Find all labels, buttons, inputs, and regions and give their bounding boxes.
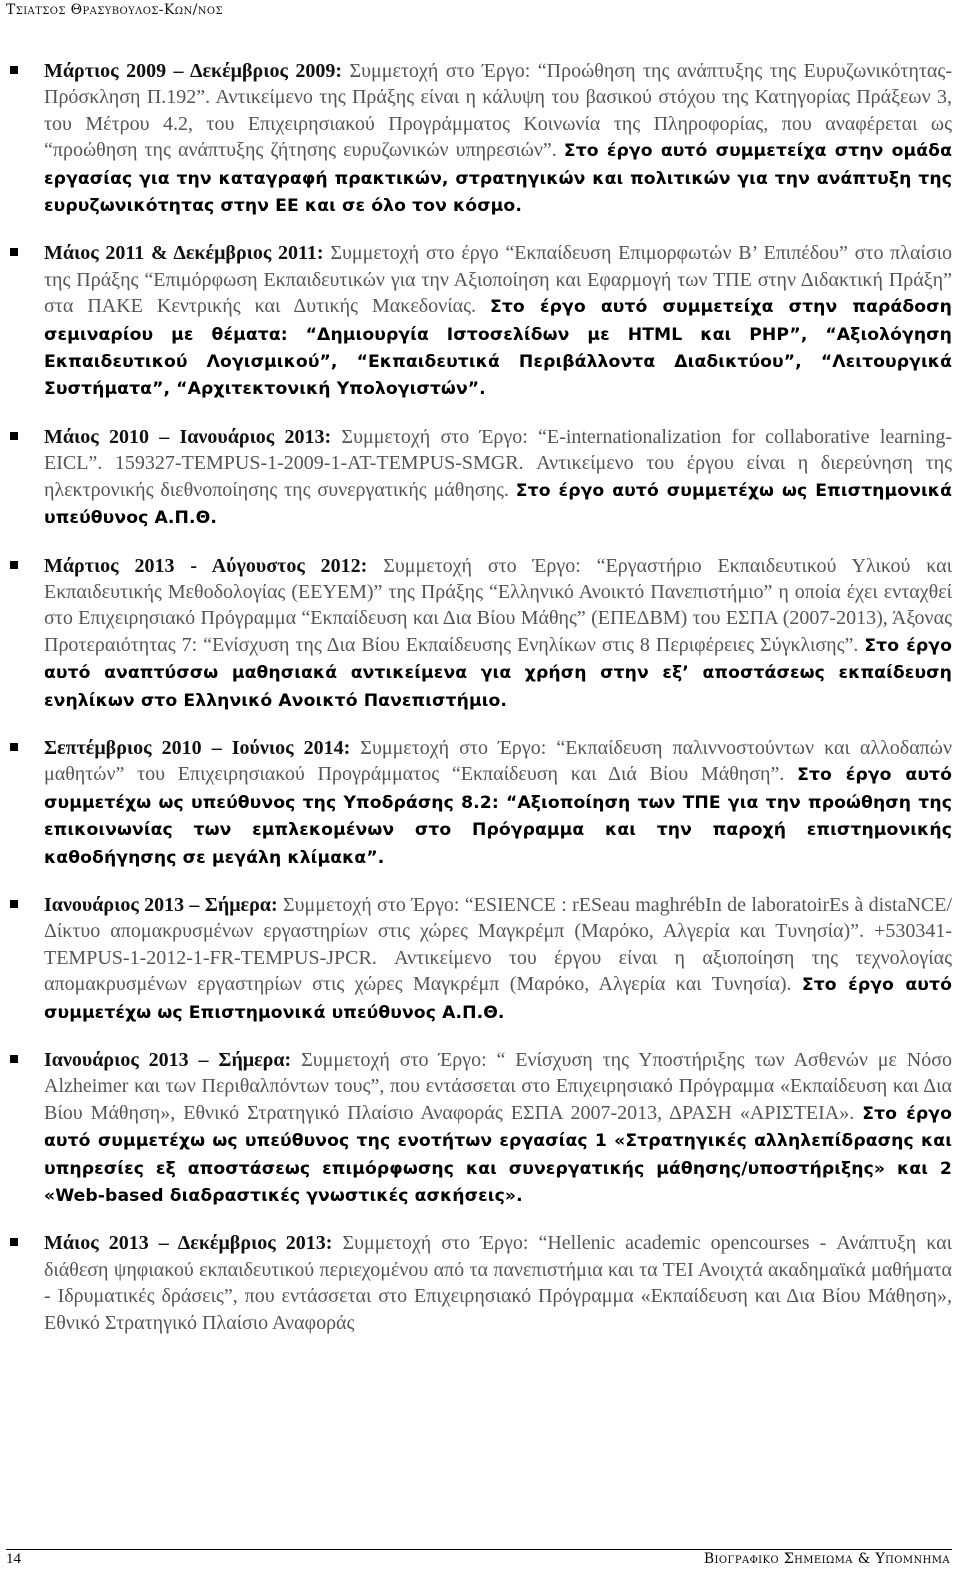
entry-date: Ιανουάριος 2013 – Σήμερα: — [44, 893, 278, 916]
list-item — [0, 553, 960, 714]
entry-role: Στο έργο αυτό συμμετέχω ως υπεύθυνος της Υποδράσης 8.2: “Αξιοποίηση των ΤΠΕ για την προώθηση της επικοινωνίας των εμπλεκομένων στο Πρόγραμμα και την παροχή επιστημονικής καθοδήγησης σε μεγάλη κλίμακα”. — [44, 765, 953, 868]
entry-date: Σεπτέμβριος 2010 – Ιούνιος 2014: — [44, 736, 351, 759]
entry-date: Ιανουάριος 2013 – Σήμερα: — [44, 1049, 292, 1071]
footer-title: Βιογραφικο Σημειωμα & Υπομνημα — [703, 1551, 950, 1567]
running-header: Τσιατσος Θρασυβουλος-Κων/νος — [6, 2, 223, 18]
entry-description: Συμμετοχή στο Έργο: “ Ενίσχυση της Υποστήριξης των Ασθενών με Νόσο Alzheimer και των Περιθαλπόντων τους”, που εντάσσεται στο Επιχειρησιακό Πρόγραμμα «Εκπαίδευση και Δια Βίου Μάθηση», Εθνικό Στρατηγικό Πλαίσιο Αναφοράς ΕΣΠΑ 2007-2013, ΔΡΑΣΗ «ΑΡΙΣΤΕΙΑ». — [44, 1049, 952, 1124]
list-item — [0, 424, 960, 532]
entry-description: Συμμετοχή στο έργο “Εκπαίδευση Επιμορφωτών Β’ Επιπέδου” στο πλαίσιο της Πράξης “Επιμόρφωση Εκπαιδευτικών για την Αξιοποίηση και Εφαρμογή των ΤΠΕ στην Διδακτική Πράξη” στα ΠΑΚΕ Κεντρικής και Δυτικής Μακεδονίας. — [44, 242, 952, 318]
entry-description: Συμμετοχή στο Έργο: “Εργαστήριο Εκπαιδευτικού Υλικού και Εκπαιδευτικής Μεθοδολογίας (ΕΕΥΕΜ)” της Πράξης “Ελληνικό Ανοικτό Πανεπιστήμιο” η οποία έχει ενταχθεί στο Επιχειρησιακό Πρόγραμμα “Εκπαίδευση και Δια Βίου Μάθης” (ΕΠΕΔΒΜ) του ΕΣΠΑ (2007-2013), Άξονας Προτεραιότητας 7: “Ενίσχυση της Δια Βίου Εκπαίδευσης Ενηλίκων στις 8 Περιφέρειες Σύγκλισης”. — [44, 554, 952, 656]
entry-role: Στο έργο αυτό συμμετέχω ως υπεύθυνος της ενοτήτων εργασίας 1 «Στρατηγικές αλληλεπίδρασης και υπηρεσίες εξ αποστάσεως επιμόρφωσης και συνεργατικής μάθησης/υποστήριξης» και 2 «Web-based διαδραστικές γνωστικές ασκήσεις». — [44, 1103, 952, 1207]
square-bullet-icon — [10, 66, 18, 74]
entry-date: Μάιος 2010 – Ιανουάριος 2013: — [44, 425, 332, 448]
entry-description: Συμμετοχή στο Έργο: “E-internationalization for collaborative learning-EICL”. 159327-TEMPUS-1-2009-1-AT-TEMPUS-SMGR. Αντικείμενο του έργου είναι η διερεύνηση της ηλεκτρονικής διεθνοποίησης της συνεργατικής μάθησης. — [44, 425, 953, 501]
square-bullet-icon — [10, 743, 18, 751]
entry-role: Στο έργο αυτό συμμετείχα στην παράδοση σεμιναρίου με θέματα: “Δημιουργία Ιστοσελίδων με HTML και PHP”, “Αξιολόγηση Εκπαιδευτικού Λογισμικού”, “Εκπαιδευτικά Περιβάλλοντα Διαδικτύου”, “Λειτουργικά Συστήματα”, “Αρχιτεκτονική Υπολογιστών”. — [44, 297, 952, 400]
list-item — [0, 892, 960, 1026]
entry-description: Συμμετοχή στο Έργο: “Εκπαίδευση παλιννοστούντων και αλλοδαπών μαθητών” του Επιχειρησιακού Προγράμματος “Εκπαίδευση και Διά Βίου Μάθηση”. — [44, 736, 952, 786]
entry-date: Μάιος 2013 – Δεκέμβριος 2013: — [44, 1232, 333, 1255]
list-item — [0, 735, 960, 871]
entry-date: Μάρτιος 2009 – Δεκέμβριος 2009: — [44, 60, 343, 82]
square-bullet-icon — [10, 1238, 18, 1246]
entry-role: Στο έργο αυτό συμμετείχα στην ομάδα εργασίας για την καταγραφή πρακτικών, στρατηγικών και πολιτικών για την ανάπτυξη της ευρυζωνικότητας στην ΕΕ και σε όλο τον κόσμο. — [44, 141, 952, 217]
square-bullet-icon — [10, 432, 18, 440]
square-bullet-icon — [10, 900, 18, 908]
list-item — [0, 58, 960, 219]
entry-role: Στο έργο αυτό αναπτύσσω μαθησιακά αντικείμενα για χρήση στην εξ’ αποστάσεως εκπαίδευση ενηλίκων στο Ελληνικό Ανοικτό Πανεπιστήμιο. — [44, 635, 952, 711]
entry-description: Συμμετοχή στο Έργο: “Hellenic academic opencourses - Ανάπτυξη και διάθεση ψηφιακού εκπαιδευτικού περιεχομένου από τα πανεπιστήμια και τα ΤΕΙ Ανοιχτά ακαδημαϊκά μαθήματα - Ιδρυματικές δράσεις”, που εντάσσεται στο Επιχειρησιακό Πρόγραμμα «Εκπαίδευση και Δια Βίου Μάθηση», Εθνικό Στρατηγικό Πλαίσιο Αναφοράς — [44, 1232, 953, 1334]
entry-description: Συμμετοχή στο Έργο: “ESIENCE : rESeau maghrébIn de laboratoirEs à distaNCE/Δίκτυο απομακρυσμένων εργαστηρίων στις χώρες Μαγκρέμπ (Μαρόκο, Αλγερία και Τυνησία)”. +530341-TEMPUS-1-2012-1-FR-TEMPUS-JPCR. Αντικείμενο του έργου είναι η αξιοποίηση της τεχνολογίας απομακρυσμένων εργαστηρίων στις χώρες Μαγκρέμπ (Μαρόκο, Αλγερία και Τυνησία). — [44, 893, 953, 996]
page-number: 14 — [6, 1551, 21, 1567]
entry-role: Στο έργο αυτό συμμετέχω ως Επιστημονικά υπεύθυνος Α.Π.Θ. — [44, 480, 952, 529]
entry-description: Συμμετοχή στο Έργο: “Προώθηση της ανάπτυξης της Ευρυζωνικότητας-Πρόσκληση Π.192”. Αντικείμενο της Πράξης είναι η κάλυψη του βασικού στόχου της Κατηγορίας Πράξεων 3, του Μέτρου 4.2, του Επιχειρησιακού Προγράμματος Κοινωνία της Πληροφορίας, που αναφέρεται ως “προώθηση της ανάπτυξης ζήτησης ευρυζωνικών υπηρεσιών”. — [44, 60, 952, 162]
entry-date: Μάρτιος 2013 - Αύγουστος 2012: — [44, 554, 368, 577]
list-item — [0, 1047, 960, 1209]
entry-date: Μάιος 2011 & Δεκέμβριος 2011: — [44, 242, 324, 265]
entry-role: Στο έργο αυτό συμμετέχω ως Επιστημονικά υπεύθυνος Α.Π.Θ. — [44, 975, 952, 1023]
list-item — [0, 240, 960, 402]
list-item — [0, 1230, 960, 1337]
project-list — [0, 58, 960, 1358]
footer-divider — [6, 1549, 952, 1550]
square-bullet-icon — [10, 1055, 18, 1063]
square-bullet-icon — [10, 248, 18, 256]
square-bullet-icon — [10, 561, 18, 569]
